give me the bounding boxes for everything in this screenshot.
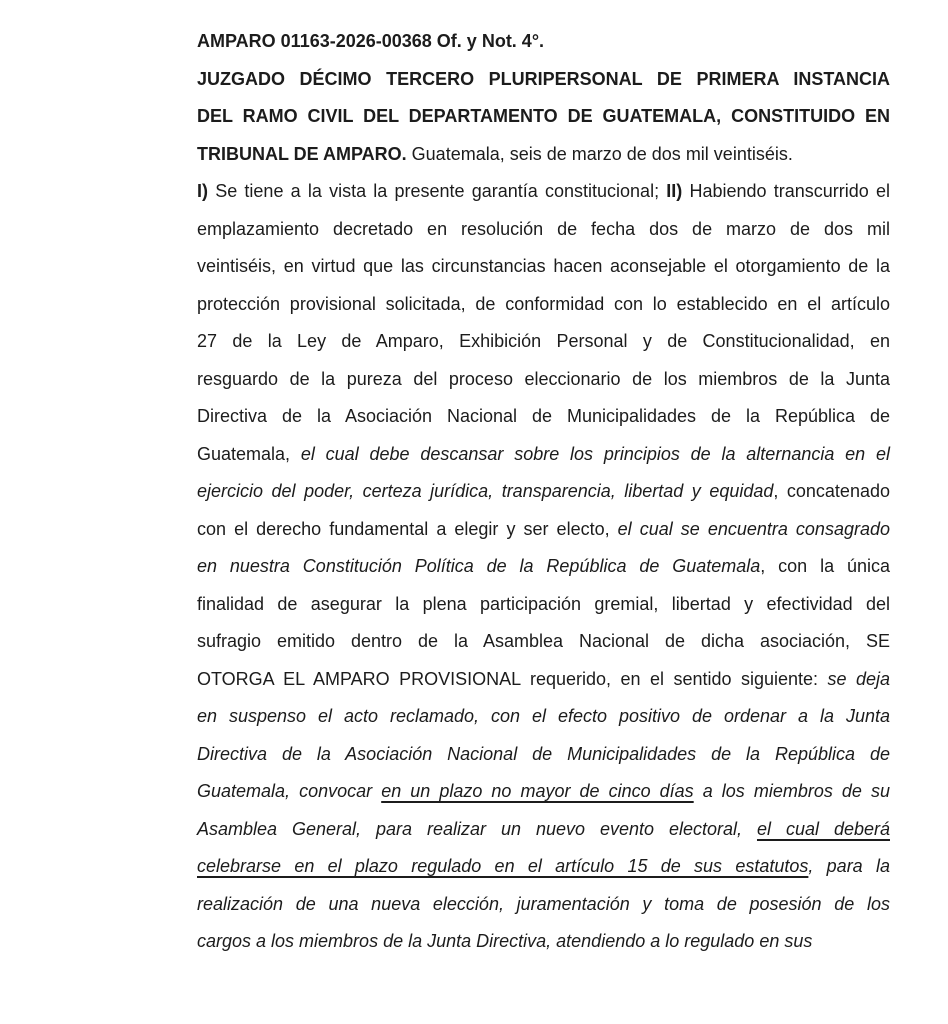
document-line [197, 211, 890, 249]
document-line [197, 473, 890, 511]
document-line [197, 886, 890, 924]
text-segment: celebrarse en el plazo regulado en el artículo 15 de sus estatutos [197, 856, 809, 876]
document-line [197, 511, 890, 549]
document-line [197, 811, 890, 849]
document-line [197, 286, 890, 324]
text-segment: el cual debe descansar sobre los principios de la alternancia en el [300, 443, 890, 464]
text-segment: Asamblea General, para realizar un nuevo evento electoral, [197, 818, 757, 839]
text-segment: Directiva de la Asociación Nacional de Municipalidades de la República de [197, 406, 890, 426]
text-segment: Guatemala, [197, 443, 301, 464]
text-segment: cargos a los miembros de la Junta Directiva, atendiendo a lo regulado en sus [197, 931, 813, 951]
text-segment: JUZGADO DÉCIMO TERCERO PLURIPERSONAL DE PRIMERA INSTANCIA [197, 68, 890, 89]
text-segment: OTORGA EL AMPARO PROVISIONAL requerido, en el sentido siguiente: [197, 668, 828, 689]
document-line [197, 398, 890, 436]
text-segment: I) [197, 181, 208, 201]
text-segment: veintiséis, en virtud que las circunstancias hacen aconsejable el otorgamiento de la [197, 256, 890, 276]
text-segment: Se tiene a la vista la presente garantía constitucional; [208, 181, 667, 201]
text-segment: con el derecho fundamental a elegir y ser electo, [197, 518, 618, 539]
text-segment: Guatemala, convocar [197, 781, 382, 801]
document-line [197, 661, 890, 699]
text-segment: 27 de la Ley de Amparo, Exhibición Personal y de Constitucionalidad, en [197, 331, 890, 351]
text-segment: en un plazo no mayor de cinco días [381, 781, 694, 801]
document-line [197, 98, 890, 136]
document-line [197, 548, 890, 586]
document-line [197, 436, 890, 474]
text-segment: finalidad de asegurar la plena participación gremial, libertad y efectividad del [197, 593, 890, 614]
text-segment: AMPARO 01163-2026-00368 Of. y Not. 4°. [197, 31, 545, 51]
text-segment: emplazamiento decretado en resolución de fecha dos de marzo de dos mil [197, 218, 890, 239]
document-line [197, 736, 890, 774]
text-segment: el cual se encuentra consagrado [617, 518, 890, 539]
text-segment: II) [666, 181, 683, 201]
text-segment: ejercicio del poder, certeza jurídica, transparencia, libertad y equidad [197, 481, 774, 501]
text-segment: Habiendo transcurrido el [682, 181, 890, 201]
document-line [197, 323, 890, 361]
document-line [197, 136, 890, 174]
document-line [197, 361, 890, 399]
text-segment: en suspenso el acto reclamado, con el efecto positivo de ordenar a la Junta [197, 706, 890, 726]
document-line [197, 248, 890, 286]
document-line [197, 173, 890, 211]
document-line [197, 586, 890, 624]
text-segment: , concatenado [773, 481, 890, 501]
text-segment: , para la [808, 856, 890, 876]
text-segment: protección provisional solicitada, de conformidad con lo establecido en el artículo [197, 293, 890, 314]
text-segment: , con la única [760, 556, 890, 576]
document-line [197, 698, 890, 736]
text-segment: Directiva de la Asociación Nacional de Municipalidades de la República de [197, 743, 890, 764]
text-segment: el cual deberá [756, 818, 890, 839]
text-segment: resguardo de la pureza del proceso eleccionario de los miembros de la Junta [197, 368, 890, 389]
document-text [197, 23, 890, 961]
document-line [197, 623, 890, 661]
text-segment: Guatemala, seis de marzo de dos mil veintiséis. [406, 143, 793, 164]
text-segment: a los miembros de su [693, 781, 890, 801]
text-segment: se deja [827, 668, 890, 689]
document-line [197, 61, 890, 99]
document-line [197, 773, 890, 811]
text-segment: sufragio emitido dentro de la Asamblea Nacional de dicha asociación, SE [197, 631, 890, 651]
text-segment: TRIBUNAL DE AMPARO. [197, 143, 407, 164]
text-segment: DEL RAMO CIVIL DEL DEPARTAMENTO DE GUATEMALA, CONSTITUIDO EN [197, 106, 890, 126]
document-line [197, 848, 890, 886]
text-segment: en nuestra Constitución Política de la República de Guatemala [197, 556, 761, 576]
document-line [197, 923, 890, 961]
text-segment: realización de una nueva elección, juramentación y toma de posesión de los [197, 893, 890, 914]
document-line [197, 23, 890, 61]
